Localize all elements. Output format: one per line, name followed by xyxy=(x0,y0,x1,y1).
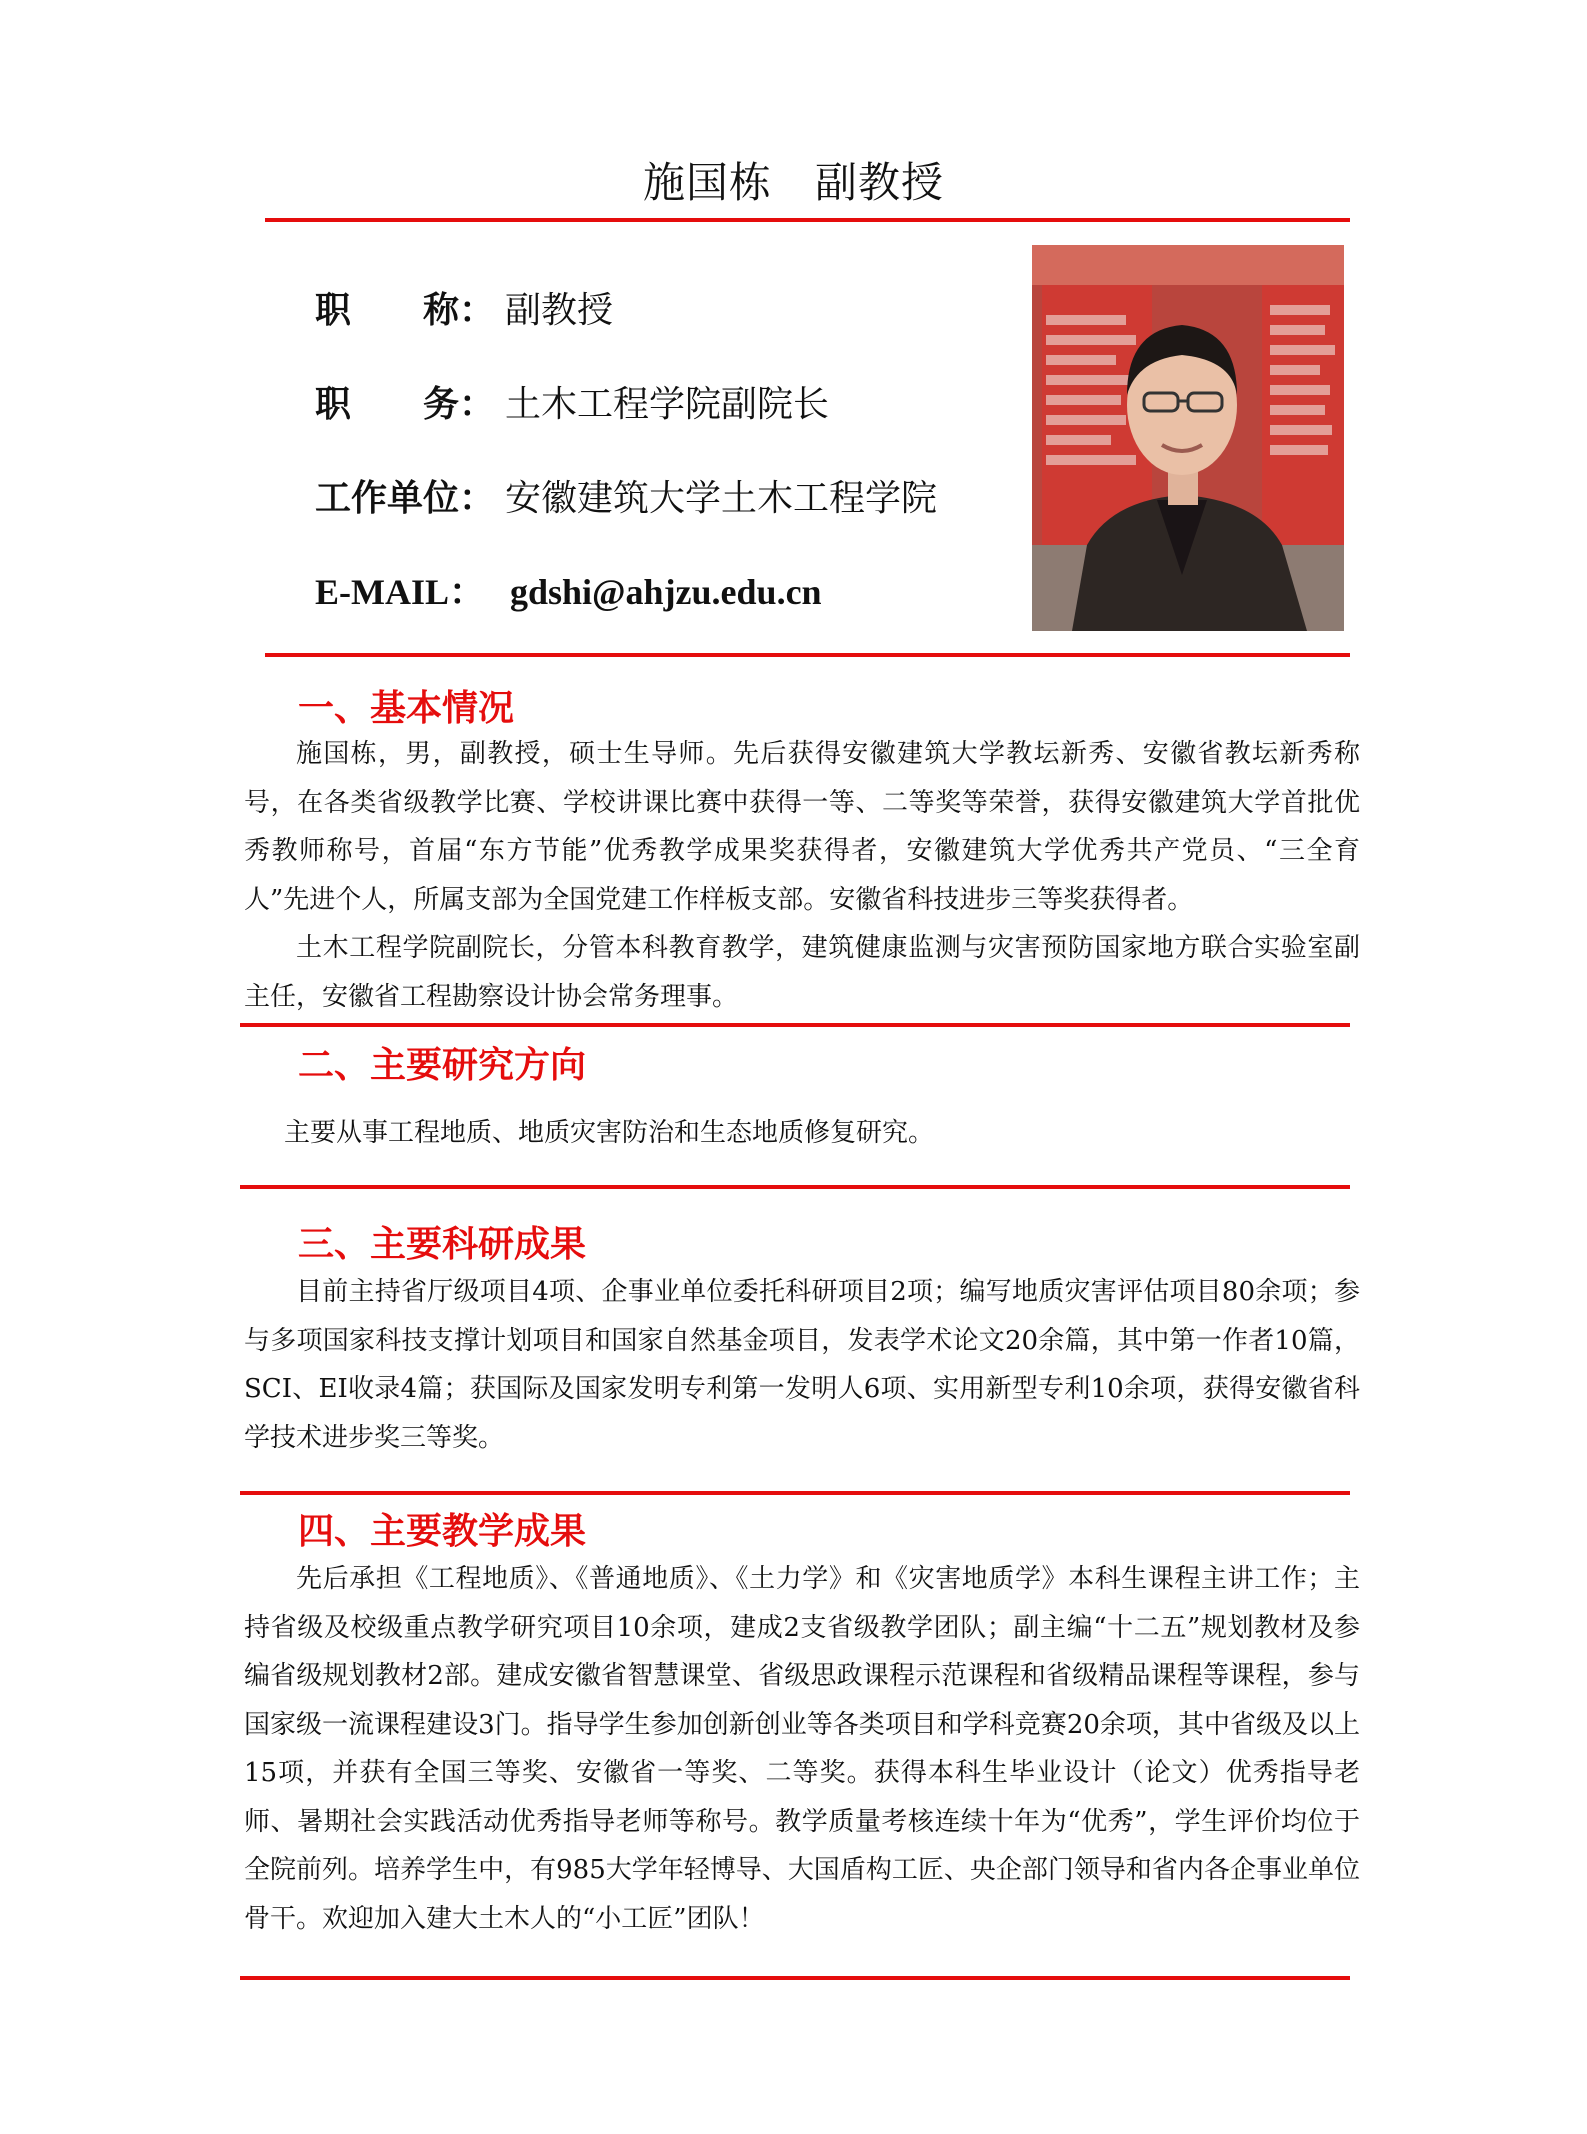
section-title-research: 二、主要研究方向 xyxy=(298,1045,587,1086)
email-value[interactable]: gdshi@ahjzu.edu.cn xyxy=(510,572,822,612)
section-rule xyxy=(240,1023,1350,1027)
section-paragraph: 目前主持省厅级项目4项、企事业单位委托科研项目2项；编写地质灾害评估项目80余项；参与多项国家科技支撑计划项目和国家自然基金项目，发表学术论文20余篇，其中第一作者10篇，SCI、EI收录4篇；获国际及国家发明专利第一发明人6项、实用新型专利10余项，获得安徽省科学技术进步奖三等奖。 xyxy=(244,1277,1360,1453)
section-title-teaching: 四、主要教学成果 xyxy=(298,1511,587,1552)
profile-value: 安徽建筑大学土木工程学院 xyxy=(505,478,938,519)
profile-row-unit xyxy=(315,470,937,521)
portrait-photo-icon xyxy=(1032,245,1344,631)
portrait-photo xyxy=(1032,245,1344,631)
section-rule xyxy=(240,1185,1350,1189)
section-title-achievements: 三、主要科研成果 xyxy=(298,1224,587,1265)
section-paragraph: 土木工程学院副院长，分管本科教育教学，建筑健康监测与灾害预防国家地方联合实验室副主任，安徽省工程勘察设计协会常务理事。 xyxy=(244,933,1360,1012)
profile-rule xyxy=(265,653,1350,657)
profile-value: 土木工程学院副院长 xyxy=(505,384,830,425)
profile-row-email xyxy=(315,564,822,615)
profile-row-title xyxy=(315,282,613,333)
profile-label: 职 称： xyxy=(315,290,496,331)
email-label: E-MAIL： xyxy=(315,572,485,612)
section-paragraph: 先后承担《工程地质》、《普通地质》、《土力学》和《灾害地质学》本科生课程主讲工作；主持省级及校级重点教学研究项目10余项，建成2支省级教学团队；副主编“十二五”规划教材及参编省级规划教材2部。建成安徽省智慧课堂、省级思政课程示范课程和省级精品课程等课程，参与国家级一流课程建设3门。指导学生参加创新创业等各类项目和学科竞赛20余项，其中省级及以上15项，并获有全国三等奖、安徽省一等奖、二等奖。获得本科生毕业设计（论文）优秀指导老师、暑期社会实践活动优秀指导老师等称号。教学质量考核连续十年为“优秀”，学生评价均位于全院前列。培养学生中，有985大学年轻博导、大国盾构工匠、央企部门领导和省内各企事业单位骨干。欢迎加入建大土木人的“小工匠”团队！ xyxy=(244,1564,1360,1934)
profile-label: 工作单位： xyxy=(315,478,496,519)
section-title-basic: 一、基本情况 xyxy=(298,688,515,729)
section-rule xyxy=(240,1491,1350,1495)
section-paragraph: 施国栋，男，副教授，硕士生导师。先后获得安徽建筑大学教坛新秀、安徽省教坛新秀称号，在各类省级教学比赛、学校讲课比赛中获得一等、二等奖等荣誉，获得安徽建筑大学首批优秀教师称号，首届“东方节能”优秀教学成果奖获得者，安徽建筑大学优秀共产党员、“三全育人”先进个人，所属支部为全国党建工作样板支部。安徽省科技进步三等奖获得者。 xyxy=(244,739,1360,915)
profile-label: 职 务： xyxy=(315,384,496,425)
profile-row-position xyxy=(315,376,829,427)
page-title: 施国栋 副教授 xyxy=(642,158,944,207)
title-rule xyxy=(265,218,1350,222)
profile-value: 副教授 xyxy=(505,290,614,331)
section-paragraph: 主要从事工程地质、地质灾害防治和生态地质修复研究。 xyxy=(284,1118,935,1148)
section-rule xyxy=(240,1976,1350,1980)
